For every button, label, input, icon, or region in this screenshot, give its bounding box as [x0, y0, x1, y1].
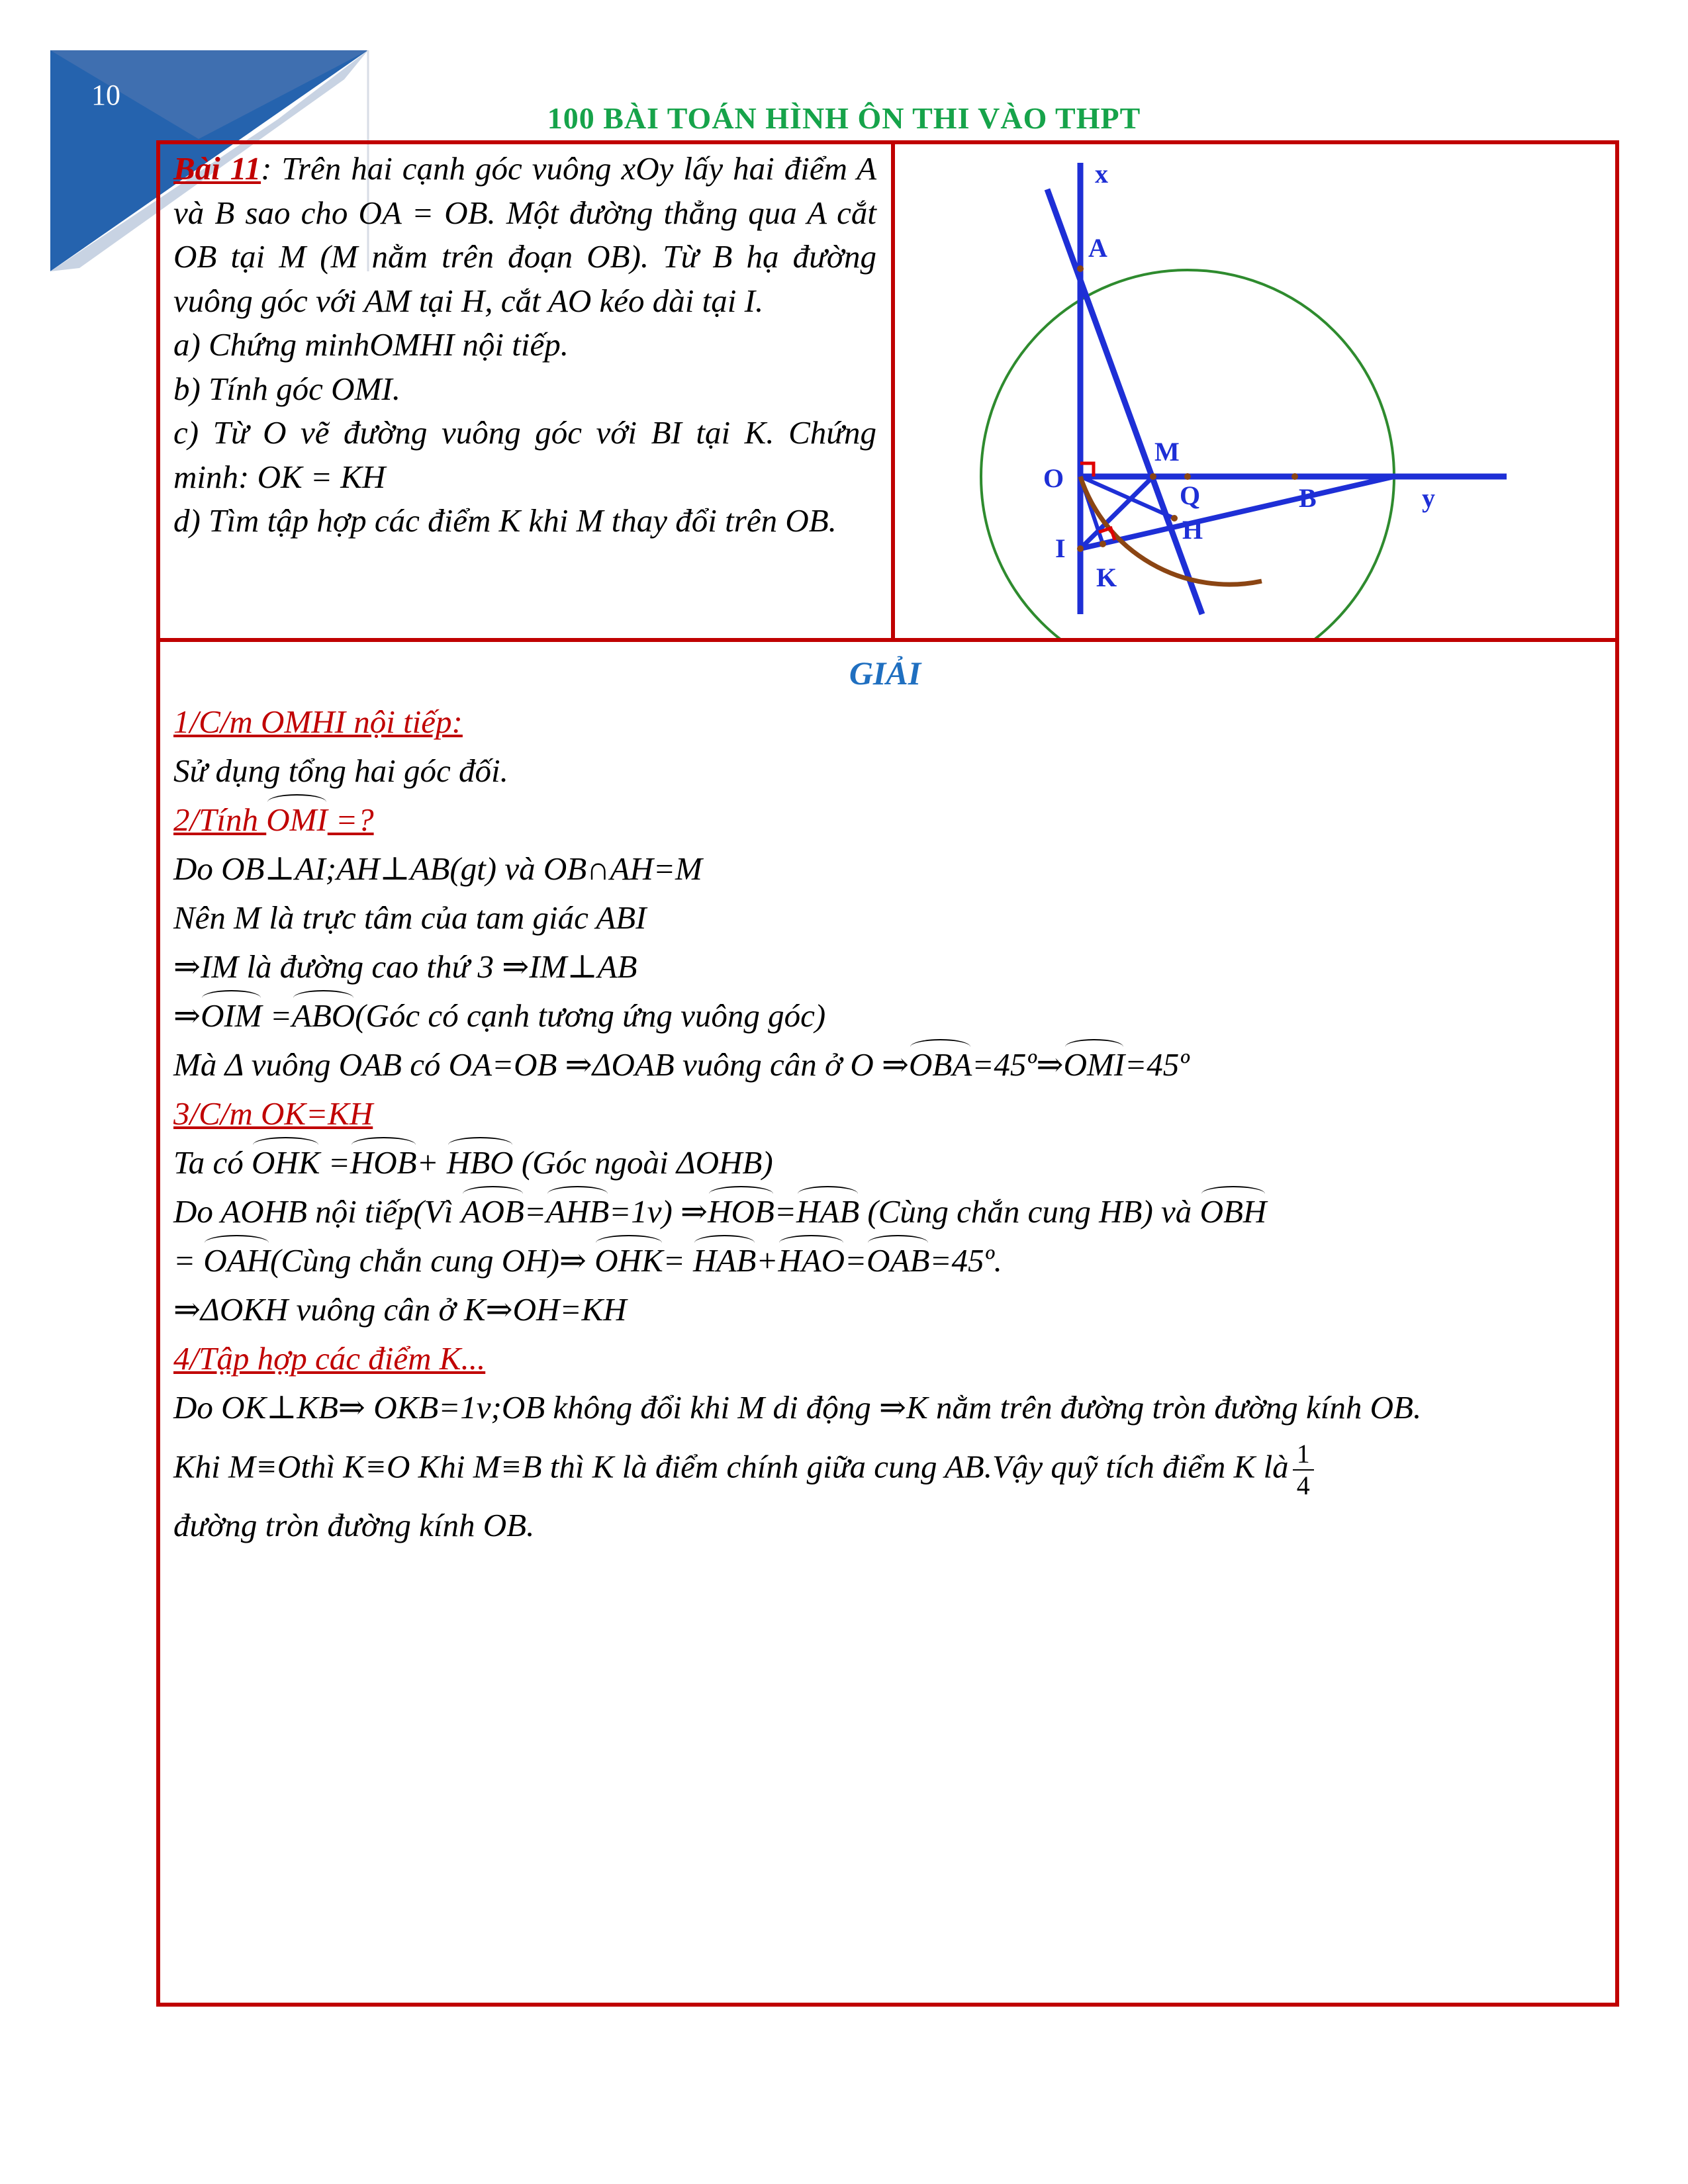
- problem-part-a: a) Chứng minhOMHI nội tiếp.: [173, 326, 569, 363]
- problem-part-b: b) Tính góc OMI.: [173, 370, 400, 407]
- section-1-line-1: Sử dụng tổng hai góc đối.: [173, 752, 508, 789]
- label-o: O: [1043, 463, 1064, 493]
- section-2-line-5: Mà Δ vuông OAB có OA=OB ⇒ΔOAB vuông cân ở O ⇒OBA=45º⇒OMI=45º: [173, 1040, 1597, 1089]
- section-2-line-1: Do OB⊥AI;AH⊥AB(gt) và OB∩AH=M: [173, 850, 702, 887]
- header-title: 100 BÀI TOÁN HÌNH ÔN THI VÀO THPT: [547, 101, 1141, 135]
- label-m: M: [1154, 437, 1180, 467]
- section-3-line-1: Ta có OHK =HOB+ HBO (Góc ngoài ΔOHB): [173, 1138, 1597, 1187]
- section-4-line-2: Khi M≡Othì K≡O Khi M≡B thì K là điểm chính giữa cung AB.Vậy quỹ tích điểm K là $\frac{1}{4}$: [173, 1439, 1597, 1501]
- label-x: x: [1095, 159, 1108, 189]
- section-4-line-1: Do OK⊥KB⇒ OKB=1v;OB không đổi khi M di động ⇒K nằm trên đường tròn đường kính OB.: [173, 1389, 1422, 1426]
- section-2-heading: 2/Tính OMI =?: [173, 796, 1597, 844]
- section-4-heading: 4/Tập hợp các điểm K...: [173, 1340, 486, 1377]
- section-3-heading: 3/C/m OK=KH: [173, 1095, 373, 1132]
- section-2-line-3: ⇒IM là đường cao thứ 3 ⇒IM⊥AB: [173, 948, 637, 985]
- geometry-figure: [894, 143, 1615, 638]
- problem-part-d: d) Tìm tập hợp các điểm K khi M thay đổi trên OB.: [173, 502, 837, 539]
- section-1-heading: 1/C/m OMHI nội tiếp:: [173, 704, 463, 740]
- section-3-line-3: = OAH(Cùng chắn cung OH)⇒ OHK= HAB+HAO=OAB=45º.: [173, 1236, 1597, 1285]
- section-3-line-4: ⇒ΔOKH vuông cân ở K⇒OH=KH: [173, 1291, 627, 1328]
- label-q: Q: [1180, 480, 1201, 510]
- solution: [173, 649, 1597, 1550]
- problem-part-c: c) Từ O vẽ đường vuông góc với BI tại K. Chứng minh: OK = KH: [173, 414, 876, 495]
- label-k: K: [1096, 563, 1117, 592]
- label-h: H: [1182, 515, 1203, 545]
- section-2-line-4: ⇒OIM =ABO(Góc có cạnh tương ứng vuông góc): [173, 991, 1597, 1040]
- label-y: y: [1422, 483, 1435, 513]
- line-am: [1047, 189, 1202, 614]
- problem-intro: : Trên hai cạnh góc vuông xOy lấy hai điểm A và B sao cho OA = OB. Một đường thẳng qua A cắt OB tại M (M nằm trên đoạn OB). Từ B hạ đường vuông góc với AM tại H, cắt AO kéo dài tại I.: [173, 150, 877, 319]
- line-bi: [1080, 477, 1394, 549]
- section-4-line-3: đường tròn đường kính OB.: [173, 1507, 535, 1543]
- label-i: I: [1055, 533, 1066, 563]
- label-a: A: [1088, 233, 1107, 263]
- fraction-one-quarter: $\frac{1}{4}$: [1293, 1439, 1314, 1501]
- label-b: B: [1299, 483, 1317, 513]
- problem-statement: [173, 147, 876, 543]
- section-3-line-2: Do AOHB nội tiếp(Vì AOB=AHB=1v) ⇒HOB=HAB (Cùng chắn cung HB) và OBH: [173, 1187, 1597, 1236]
- problem-label: Bài 11: [173, 150, 261, 187]
- section-2-line-2: Nên M là trực tâm của tam giác ABI: [173, 899, 647, 936]
- solution-title: GIẢI: [849, 655, 921, 692]
- page-number: 10: [91, 79, 120, 111]
